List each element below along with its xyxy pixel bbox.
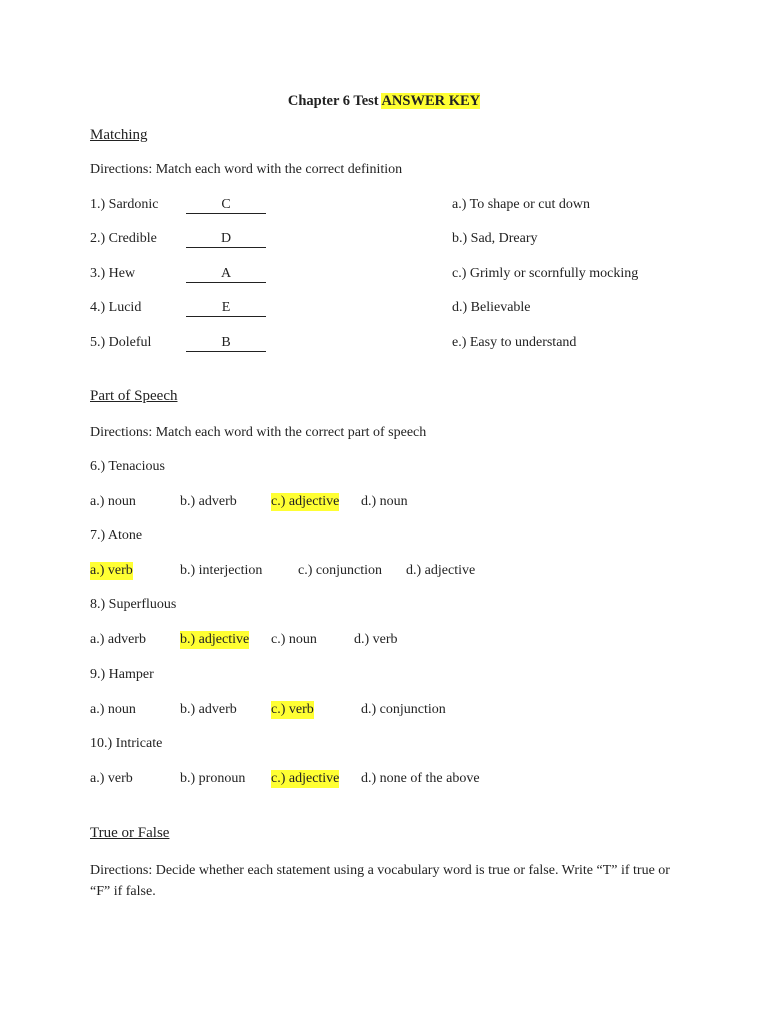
matching-word: 1.) Sardonic	[90, 197, 159, 212]
matching-word: 3.) Hew	[90, 266, 136, 281]
definition-e: e.) Easy to understand	[452, 335, 577, 350]
true-false-heading: True or False	[90, 825, 170, 841]
matching-directions: Directions: Match each word with the correct definition	[90, 162, 403, 177]
question-word-6: 6.) Tenacious	[90, 459, 165, 474]
matching-word: 2.) Credible	[90, 231, 157, 246]
definition-b: b.) Sad, Dreary	[452, 231, 538, 246]
correct-option-highlight: c.) adjective	[271, 494, 340, 509]
answer-blank: E	[186, 300, 266, 317]
option: d.) adjective	[406, 563, 476, 578]
matching-item-4	[90, 299, 141, 317]
definition-a: a.) To shape or cut down	[452, 197, 590, 212]
correct-option-highlight: b.) adjective	[180, 632, 250, 647]
option: b.) interjection	[180, 563, 263, 578]
answer-blank: B	[186, 335, 266, 352]
matching-answer-2	[186, 230, 266, 248]
matching-answer-4	[186, 299, 266, 317]
definition-c: c.) Grimly or scornfully mocking	[452, 266, 639, 281]
question-word-7: 7.) Atone	[90, 528, 143, 543]
option: c.) noun	[271, 632, 317, 647]
matching-word: 4.) Lucid	[90, 300, 142, 315]
option: d.) conjunction	[361, 702, 446, 717]
option: a.) noun	[90, 494, 136, 509]
option: a.) adverb	[90, 632, 146, 647]
answer-blank: D	[186, 231, 266, 248]
option: a.) verb	[90, 771, 133, 786]
part-of-speech-heading: Part of Speech	[90, 388, 178, 404]
matching-word: 5.) Doleful	[90, 335, 152, 350]
option: d.) verb	[354, 632, 398, 647]
answer-blank: A	[186, 266, 266, 283]
option: d.) noun	[361, 494, 408, 509]
title-prefix: Chapter 6 Test	[287, 93, 379, 109]
correct-option-highlight: c.) adjective	[271, 771, 340, 786]
definition-d: d.) Believable	[452, 300, 531, 315]
matching-item-5	[90, 334, 151, 352]
question-word-9: 9.) Hamper	[90, 667, 154, 682]
option: c.) conjunction	[298, 563, 382, 578]
option: a.) noun	[90, 702, 136, 717]
answer-blank: C	[186, 197, 266, 214]
matching-answer-3	[186, 265, 266, 283]
option: b.) adverb	[180, 494, 237, 509]
matching-item-3	[90, 265, 135, 283]
page-title	[0, 92, 768, 110]
option: b.) adverb	[180, 702, 237, 717]
part-of-speech-directions: Directions: Match each word with the correct part of speech	[90, 425, 427, 440]
matching-answer-1	[186, 196, 266, 214]
matching-heading: Matching	[90, 127, 148, 143]
question-word-8: 8.) Superfluous	[90, 597, 177, 612]
option: d.) none of the above	[361, 771, 480, 786]
matching-item-2	[90, 230, 157, 248]
correct-option-highlight: c.) verb	[271, 702, 314, 717]
true-false-directions: Directions: Decide whether each statement using a vocabulary word is true or false. Write “T” if true or “F” if false.	[90, 863, 670, 899]
option: b.) pronoun	[180, 771, 246, 786]
matching-answer-5	[186, 334, 266, 352]
answer-key-highlight: ANSWER KEY	[381, 93, 481, 109]
correct-option-highlight: a.) verb	[90, 563, 133, 578]
matching-item-1	[90, 196, 158, 214]
question-word-10: 10.) Intricate	[90, 736, 163, 751]
